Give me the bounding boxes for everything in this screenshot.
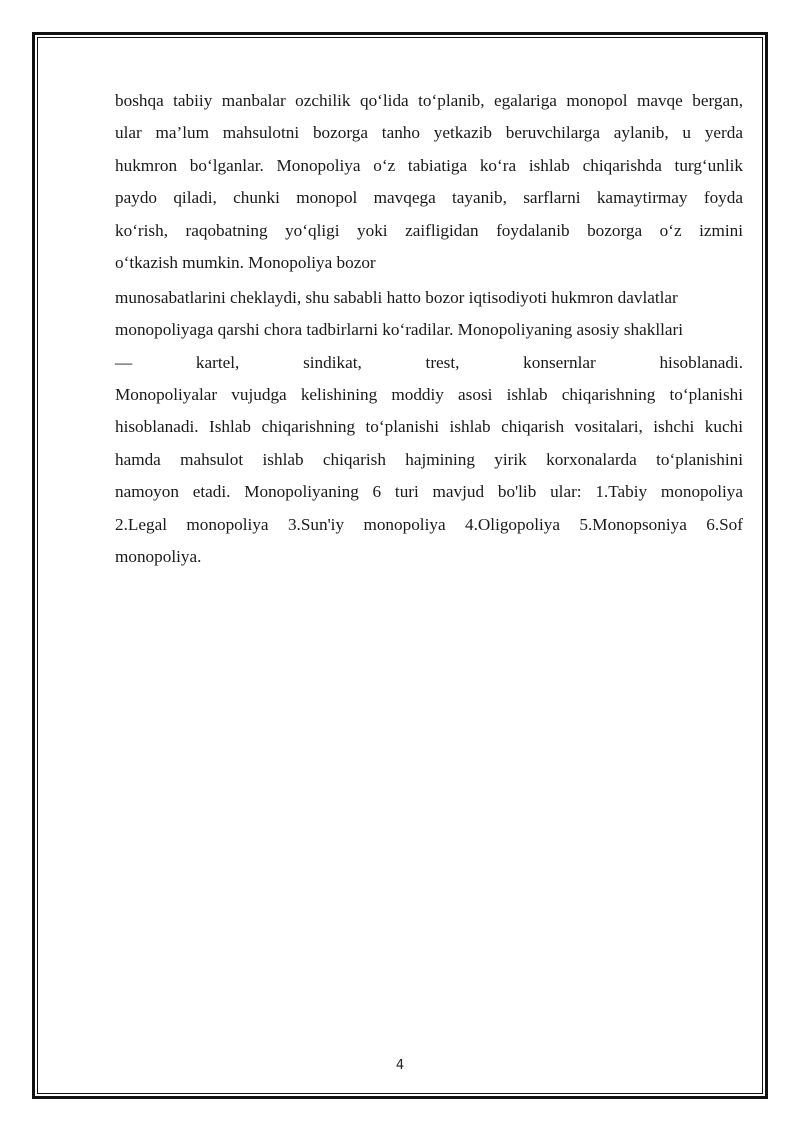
paragraph-1: [115, 85, 743, 279]
text-line: namoyon etadi. Monopoliyaning 6 turi mavjud bo'lib ular: 1.Tabiy monopoliya: [115, 482, 743, 502]
text-line: monopoliya.: [115, 547, 202, 567]
text-line: hamda mahsulot ishlab chiqarish hajmining yirik korxonalarda to‘planishini: [115, 449, 743, 469]
page-number: 4: [395, 1058, 405, 1073]
text-line: ko‘rish, raqobatning yo‘qligi yoki zaifligidan foydalanib bozorga o‘z izmini: [115, 220, 743, 240]
text-line: paydo qiladi, chunki monopol mavqega tayanib, sarflarni kamaytirmay foyda: [115, 188, 743, 208]
text-line: 2.Legal monopoliya 3.Sun'iy monopoliya 4.Oligopoliya 5.Monopsoniya 6.Sof: [115, 514, 743, 534]
text-line: — kartel, sindikat, trest, konsernlar hisoblanadi.: [115, 353, 743, 372]
text-line: hukmron bo‘lganlar. Monopoliya o‘z tabiatiga ko‘ra ishlab chiqarishda turg‘unlik: [115, 155, 743, 175]
paragraph-3: [115, 347, 743, 379]
text-line: hisoblanadi. Ishlab chiqarishning to‘planishi ishlab chiqarish vositalari, ishchi kuchi: [115, 417, 743, 437]
paragraph-2: [115, 282, 743, 347]
text-line: munosabatlarini cheklaydi, shu sababli hatto bozor iqtisodiyoti hukmron davlatlar: [115, 288, 678, 307]
text-line: o‘tkazish mumkin. Monopoliya bozor: [115, 253, 376, 273]
text-line: monopoliyaga qarshi chora tadbirlarni ko‘radilar. Monopoliyaning asosiy shakllari: [115, 320, 684, 340]
text-line: Monopoliyalar vujudga kelishining moddiy asosi ishlab chiqarishning to‘planishi: [115, 385, 743, 404]
text-line: ular ma’lum mahsulotni bozorga tanho yetkazib beruvchilarga aylanib, u yerda: [115, 123, 743, 143]
paragraph-4: [115, 379, 743, 573]
text-line: boshqa tabiiy manbalar ozchilik qo‘lida to‘planib, egalariga monopol mavqe bergan,: [115, 91, 743, 110]
